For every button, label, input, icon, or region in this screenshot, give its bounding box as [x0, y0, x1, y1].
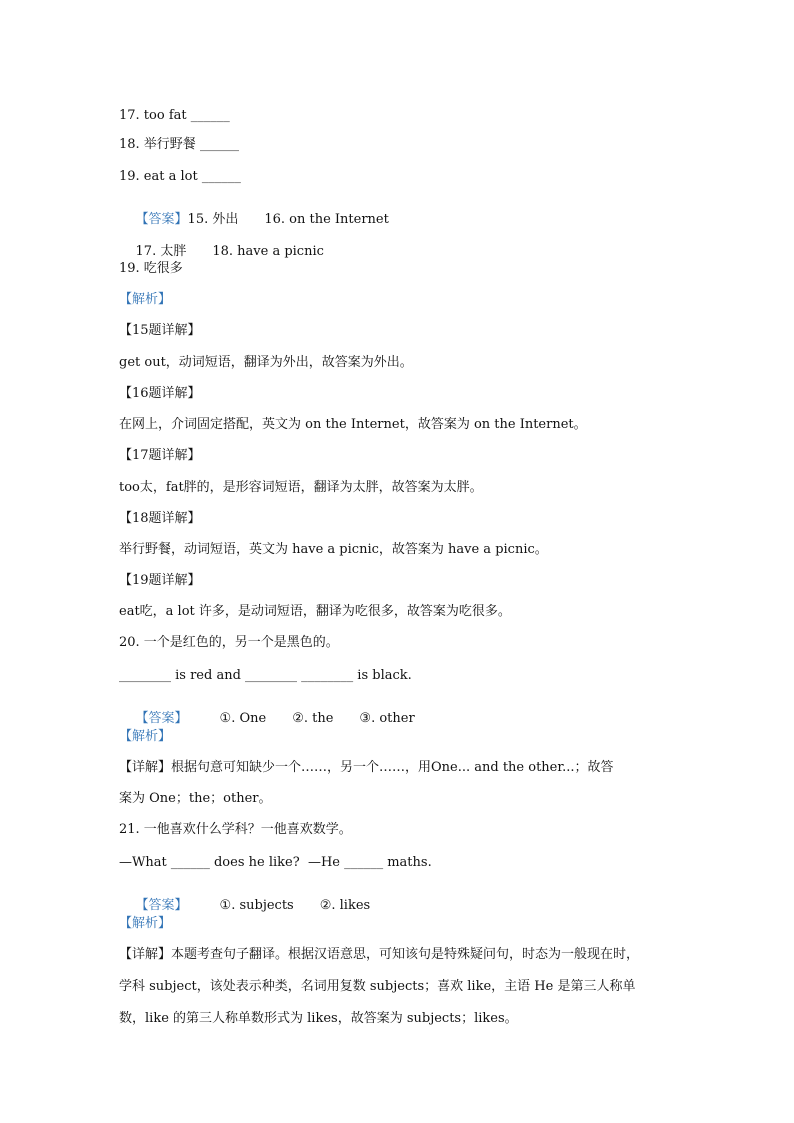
detail-19-text: eat吃，a lot 许多，是动词短语，翻译为吃很多，故答案为吃很多。	[119, 604, 511, 619]
detail-17-text: too太，fat胖的，是形容词短语，翻译为太胖，故答案为太胖。	[119, 480, 483, 495]
answer-20-3: ③. other	[359, 711, 415, 726]
answer-19: 19. 吃很多	[119, 261, 183, 276]
answer-18: 18. have a picnic	[212, 244, 324, 259]
question-20-title: 20. 一个是红色的，另一个是黑色的。	[119, 635, 339, 650]
answer-21-2: ②. likes	[319, 898, 371, 913]
detail-16-heading: 【16题详解】	[119, 386, 201, 401]
detail-15-heading: 【15题详解】	[119, 323, 201, 338]
detail-18-text: 举行野餐，动词短语，英文为 have a picnic，故答案为 have a picnic。	[119, 542, 548, 557]
question-19: 19. eat a lot ______	[119, 169, 241, 184]
answer-tag: 【答案】	[135, 212, 188, 227]
detail-16-text: 在网上，介词固定搭配，英文为 on the Internet，故答案为 on the Internet。	[119, 417, 587, 432]
question-21-title: 21. 一他喜欢什么学科？一他喜欢数学。	[119, 822, 352, 837]
question-21-sentence: —What ______ does he like? —He ______ maths.	[119, 855, 432, 870]
answer-17: 17. 太胖	[135, 244, 187, 259]
detail-17-heading: 【17题详解】	[119, 448, 201, 463]
question-17: 17. too fat ______	[119, 108, 230, 123]
detail-18-heading: 【18题详解】	[119, 511, 201, 526]
analysis-tag: 【解析】	[119, 916, 172, 931]
analysis-tag: 【解析】	[119, 729, 172, 744]
detail-21-line-3: 数，like 的第三人称单数形式为 likes，故答案为 subjects；likes。	[119, 1011, 518, 1026]
answer-20-1: ①. One	[219, 711, 267, 726]
answer-20-2: ②. the	[292, 711, 334, 726]
detail-19-heading: 【19题详解】	[119, 573, 201, 588]
detail-21-line-2: 学科 subject，该处表示种类，名词用复数 subjects；喜欢 like，主语 He 是第三人称单	[119, 979, 636, 994]
detail-21-line-1: 【详解】本题考查句子翻译。根据汉语意思，可知该句是特殊疑问句，时态为一般现在时，	[119, 947, 640, 962]
analysis-tag: 【解析】	[119, 292, 172, 307]
answer-tag: 【答案】	[135, 898, 188, 913]
detail-20-line-2: 案为 One；the；other。	[119, 791, 272, 806]
answer-21-1: ①. subjects	[219, 898, 294, 913]
question-18: 18. 举行野餐 ______	[119, 137, 239, 152]
detail-20-line-1: 【详解】根据句意可知缺少一个……，另一个……，用One... and the other...；故答	[119, 760, 614, 775]
answer-15: 15. 外出	[187, 212, 239, 227]
question-20-sentence: ________ is red and ________ ________ is black.	[119, 668, 412, 683]
answer-tag: 【答案】	[135, 711, 188, 726]
detail-15-text: get out，动词短语，翻译为外出，故答案为外出。	[119, 355, 413, 370]
answer-16: 16. on the Internet	[264, 212, 389, 227]
